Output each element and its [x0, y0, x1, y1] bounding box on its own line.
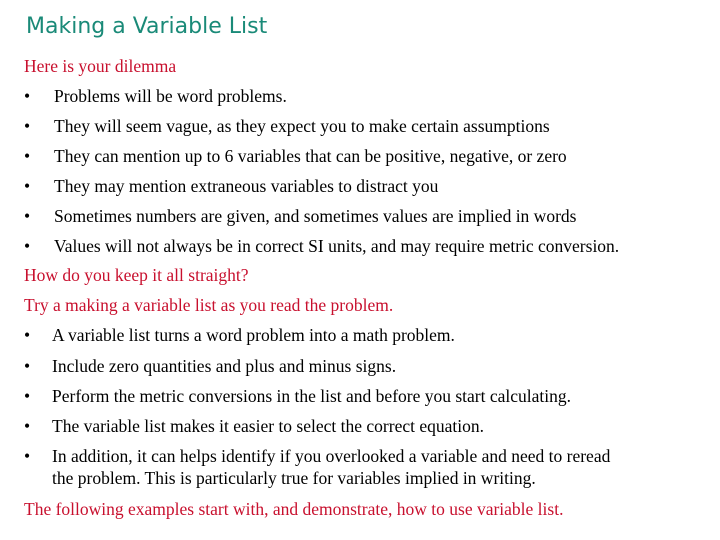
- bullet-marker: •: [24, 356, 31, 376]
- list-item: They can mention up to 6 variables that can be positive, negative, or zero: [54, 146, 567, 166]
- bullet-marker: •: [24, 146, 31, 166]
- closing-line: The following examples start with, and demonstrate, how to use variable list.: [24, 499, 564, 519]
- list-item: The variable list makes it easier to select the correct equation.: [52, 416, 484, 436]
- list-item: They may mention extraneous variables to distract you: [54, 176, 439, 196]
- section2-heading: Try a making a variable list as you read the problem.: [24, 295, 394, 315]
- list-item: Values will not always be in correct SI units, and may require metric conversion.: [54, 236, 620, 256]
- slide-title: Making a Variable List: [26, 14, 268, 39]
- bullet-marker: •: [24, 416, 31, 436]
- bullet-marker: •: [24, 116, 31, 136]
- list-item-continuation: the problem. This is particularly true for variables implied in writing.: [52, 468, 536, 488]
- list-item: Problems will be word problems.: [54, 86, 287, 106]
- bullet-marker: •: [24, 206, 31, 226]
- list-item: Perform the metric conversions in the list and before you start calculating.: [52, 386, 572, 406]
- bullet-marker: •: [24, 236, 31, 256]
- list-item: Sometimes numbers are given, and sometimes values are implied in words: [54, 206, 577, 226]
- bullet-marker: •: [24, 325, 31, 345]
- bullet-marker: •: [24, 86, 31, 106]
- question-line: How do you keep it all straight?: [24, 265, 249, 285]
- list-item: They will seem vague, as they expect you to make certain assumptions: [54, 116, 550, 136]
- list-item: In addition, it can helps identify if you overlooked a variable and need to reread: [52, 446, 611, 466]
- bullet-marker: •: [24, 176, 31, 196]
- section1-heading: Here is your dilemma: [24, 56, 177, 76]
- list-item: A variable list turns a word problem into a math problem.: [52, 325, 455, 345]
- bullet-marker: •: [24, 386, 31, 406]
- list-item: Include zero quantities and plus and minus signs.: [52, 356, 397, 376]
- bullet-marker: •: [24, 446, 31, 466]
